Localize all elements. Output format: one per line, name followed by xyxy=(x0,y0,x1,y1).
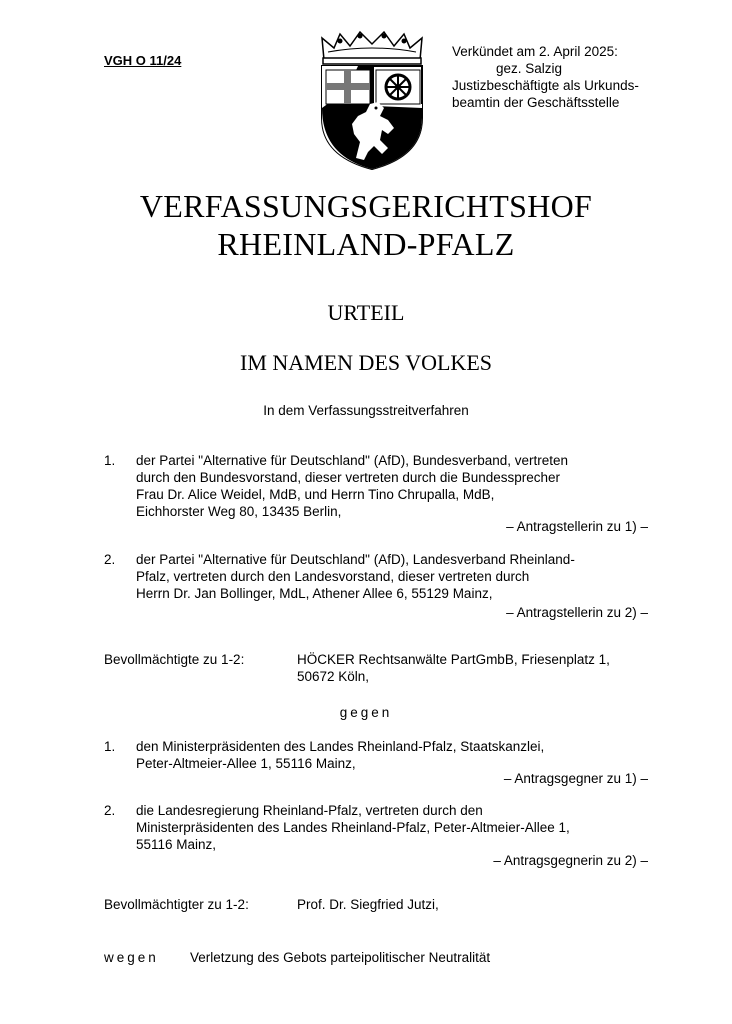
respondent-1-line: den Ministerpräsidenten des Landes Rheinland-Pfalz, Staatskanzlei, xyxy=(136,739,545,754)
applicant-1-line: Eichhorster Weg 80, 13435 Berlin, xyxy=(136,504,342,519)
respondent-2-line: 55116 Mainz, xyxy=(136,837,217,852)
court-name-line1: VERFASSUNGSGERICHTSHOF xyxy=(139,188,593,224)
court-name-line2: RHEINLAND-PFALZ xyxy=(217,226,515,262)
announcement-date: Verkündet am 2. April 2025: xyxy=(452,44,618,59)
proceedings-intro: In dem Verfassungsstreitverfahren xyxy=(263,403,469,418)
respondent-counsel-label: Bevollmächtigter zu 1-2: xyxy=(104,897,249,912)
announcement-block xyxy=(452,43,639,111)
applicant-2-line: der Partei "Alternative für Deutschland" (AfD), Landesverband Rheinland- xyxy=(136,552,575,567)
applicant-2-role: – Antragstellerin zu 2) – xyxy=(506,605,648,620)
applicant-counsel-line: 50672 Köln, xyxy=(297,669,370,684)
respondent-2-number: 2. xyxy=(104,803,116,818)
applicant-1-text xyxy=(136,452,651,520)
coat-of-arms-icon xyxy=(318,30,426,170)
applicant-2-number: 2. xyxy=(104,552,116,567)
decision-title: URTEIL xyxy=(327,300,405,325)
applicant-1-role: – Antragstellerin zu 1) – xyxy=(506,519,648,534)
respondent-2-line: Ministerpräsidenten des Landes Rheinland-Pfalz, Peter-Altmeier-Allee 1, xyxy=(136,820,570,835)
in-the-name-of-the-people: IM NAMEN DES VOLKES xyxy=(240,350,492,375)
announcement-role-line2: beamtin der Geschäftsstelle xyxy=(452,95,620,110)
respondent-2-line: die Landesregierung Rheinland-Pfalz, vertreten durch den xyxy=(136,803,483,818)
applicant-counsel-label: Bevollmächtigte zu 1-2: xyxy=(104,652,245,667)
applicant-2-line: Pfalz, vertreten durch den Landesvorstand, dieser vertreten durch xyxy=(136,569,530,584)
respondent-2-text xyxy=(136,802,651,853)
applicant-2-line: Herrn Dr. Jan Bollinger, MdL, Athener Allee 6, 55129 Mainz, xyxy=(136,586,493,601)
respondent-counsel-value: Prof. Dr. Siegfried Jutzi, xyxy=(297,897,439,912)
applicant-counsel-line: HÖCKER Rechtsanwälte PartGmbB, Friesenplatz 1, xyxy=(297,652,610,667)
respondent-1-text xyxy=(136,738,651,772)
applicant-2-text xyxy=(136,551,651,602)
subject-label: wegen xyxy=(104,950,159,965)
announcement-role-line1: Justizbeschäftigte als Urkunds- xyxy=(452,78,639,93)
applicant-1-line: der Partei "Alternative für Deutschland" (AfD), Bundesverband, vertreten xyxy=(136,453,569,468)
respondent-1-role: – Antragsgegner zu 1) – xyxy=(503,771,648,786)
applicant-1-number: 1. xyxy=(104,453,116,468)
respondent-2-role: – Antragsgegnerin zu 2) – xyxy=(493,853,648,868)
applicant-counsel-value xyxy=(297,651,610,685)
case-number: VGH O 11/24 xyxy=(104,53,182,68)
announcement-signature: gez. Salzig xyxy=(496,61,563,76)
versus-label: gegen xyxy=(339,705,393,720)
applicant-1-line: Frau Dr. Alice Weidel, MdB, und Herrn Tino Chrupalla, MdB, xyxy=(136,487,495,502)
applicant-1-line: durch den Bundesvorstand, dieser vertreten durch die Bundessprecher xyxy=(136,470,561,485)
respondent-1-line: Peter-Altmeier-Allee 1, 55116 Mainz, xyxy=(136,756,356,771)
respondent-1-number: 1. xyxy=(104,739,116,754)
subject-text: Verletzung des Gebots parteipolitischer Neutralität xyxy=(190,950,491,965)
